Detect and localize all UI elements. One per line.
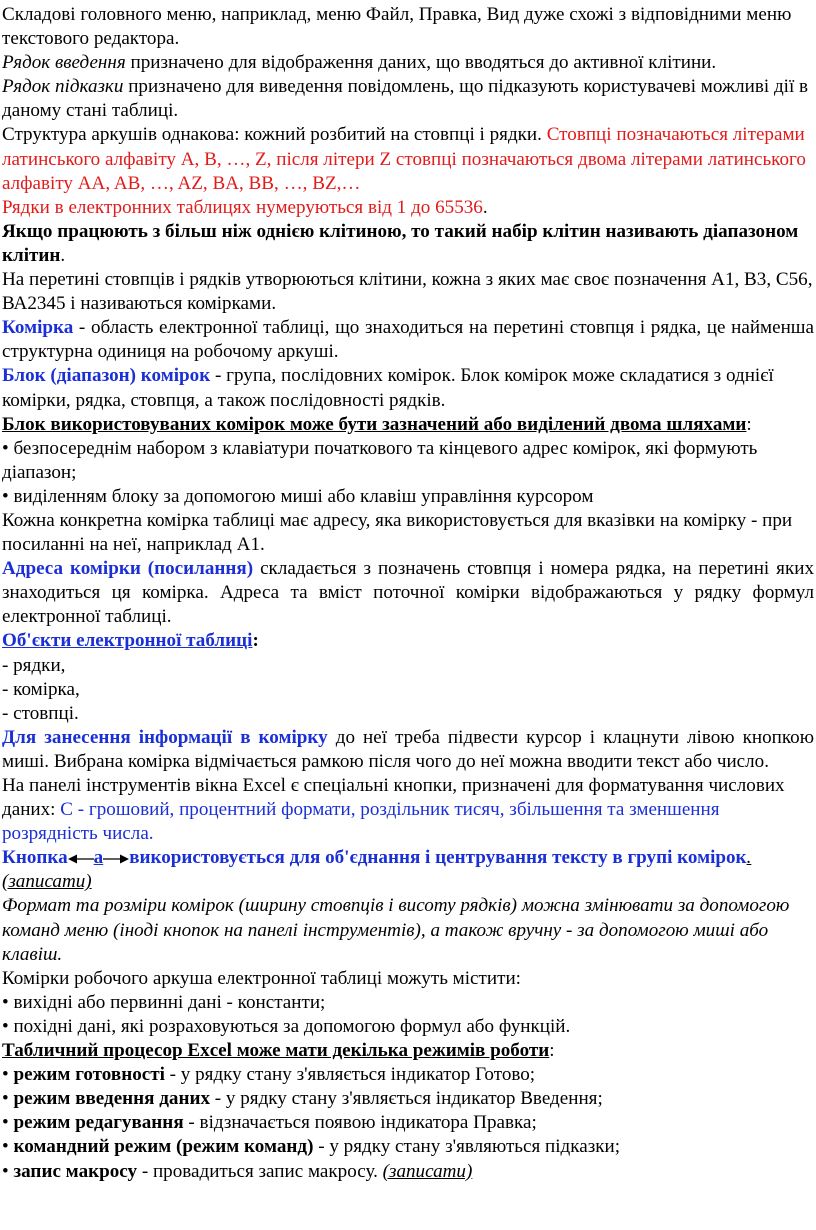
list-item: • похідні дані, які розраховуються за допомогою формул або функцій. [2, 1015, 571, 1037]
list-item: - комірка, [2, 678, 80, 700]
mode-desc: - у рядку стану з'являється індикатор Введення; [210, 1088, 603, 1110]
paragraph-objects-heading [2, 629, 814, 653]
term-input-line: Рядок введення [2, 52, 126, 74]
paragraph-sheet-structure [2, 123, 814, 195]
text-merge-note: .(записати) [2, 847, 752, 893]
list-item [2, 1063, 814, 1087]
text-range-dot: . [60, 244, 66, 266]
list-item [2, 1160, 814, 1184]
paragraph-block-selection [2, 413, 814, 437]
list-item: - рядки, [2, 654, 66, 676]
mode-note: (записати) [382, 1160, 473, 1182]
text-range-bold: Якщо працюють з більш ніж однією клітиною, то такий набір клітин називають діапазоном клітин [2, 220, 799, 266]
text-block-selection-bold: Блок використовуваних комірок може бути зазначений або виділений двома шляхами [2, 413, 747, 435]
paragraph-modes-heading [2, 1039, 814, 1063]
text-address: складається з позначень стовпця і номера рядка, на перетині яких знаходиться ця комірка. Адреса та вміст поточної комірки відображаються у рядку формул електронної таблиці. [2, 558, 814, 628]
mode-name: режим введення даних [13, 1088, 211, 1110]
list-item [2, 1135, 814, 1159]
text-toolbar: На панелі інструментів вікна Excel є спеціальні кнопки, призначені для форматування числових даних: [2, 775, 785, 821]
text-structure: Структура аркушів однакова: кожний розбитий на стовпці і рядки. [2, 124, 547, 146]
bullet: • [2, 1160, 14, 1182]
arrow-right-icon [103, 854, 129, 864]
text-modes-colon: : [549, 1040, 555, 1062]
text-input-line: призначено для відображення даних, що вводяться до активної клітини. [125, 52, 717, 74]
text-hint-line: призначено для виведення повідомлень, що підказують користувачеві можливі дії в даному стані таблиці. [2, 76, 809, 122]
bullet: • [2, 1112, 14, 1134]
bullet: • [2, 1088, 14, 1110]
text-modes-bold: Табличний процесор Excel може мати декілька режимів роботи [2, 1040, 550, 1062]
paragraph-toolbar-buttons [2, 774, 814, 846]
paragraph-rows [2, 196, 814, 220]
paragraph-cell-address: Кожна конкретна комірка таблиці має адресу, яка використовується для вказівки на комірку - при посиланні на неї, наприклад А1. [2, 509, 793, 556]
arrow-left-icon [68, 854, 94, 864]
term-hint-line: Рядок підказки [2, 76, 124, 98]
text-block: - група, послідовних комірок. Блок комірок може складатися з однієї комірки, рядка, стовпця, а також послідовності рядків. [2, 365, 774, 411]
paragraph-range-definition [2, 220, 814, 268]
bullet: • [2, 1064, 14, 1086]
mode-desc: - у рядку стану з'являються підказки; [313, 1136, 621, 1158]
bullet: • [2, 1136, 14, 1158]
paragraph-data-entry [2, 726, 814, 774]
paragraph-cells: На перетині стовпців і рядків утворюються клітини, кожна з яких має своє позначення А1, В3, С56, ВА2345 і називаються комірками. [2, 269, 813, 315]
text-data-entry: до неї треба підвести курсор і клацнути лівою кнопкою миші. Вибрана комірка відмічається рамкою після чого до неї можна вводити текст або число. [2, 726, 814, 772]
text-columns-red: Стовпці позначаються літерами латинського алфавіту A, B, …, Z, після літери Z стовпці позначаються двома літерами латинського алфавіту AA, AB, …, AZ, BA, BB, …, BZ,… [2, 124, 806, 194]
text-rows-dot: . [482, 196, 488, 218]
list-item: • безпосереднім набором з клавіатури початкового та кінцевого адрес комірок, які формують діапазон; [2, 437, 758, 483]
list-item: • виділенням блоку за допомогою миші або клавіш управління курсором [2, 485, 594, 507]
paragraph-address-definition [2, 557, 814, 629]
text-objects-colon: : [252, 630, 259, 652]
text-merge-a: а [93, 847, 104, 869]
paragraph-menu: Складові головного меню, наприклад, меню Файл, Правка, Вид дуже схожі з відповідними меню текстового редактора. [2, 4, 792, 50]
text-toolbar-formats: С - грошовий, процентний формати, роздільник тисяч, збільшення та зменшення розрядність числа. [2, 799, 720, 845]
term-objects: Об'єкти електронної таблиці [2, 630, 253, 652]
text-merge-desc: використовується для об'єднання і центрування тексту в групі комірок [129, 847, 747, 869]
mode-desc: - у рядку стану з'являється індикатор Готово; [164, 1064, 536, 1086]
list-item [2, 1111, 814, 1135]
paragraph-merge-button [2, 846, 814, 894]
text-block-selection-colon: : [746, 413, 752, 435]
list-item: • вихідні або первинні дані - константи; [2, 991, 326, 1013]
list-item: - стовпці. [2, 702, 79, 724]
text-rows-red: Рядки в електронних таблицях нумеруються від 1 до 65536 [2, 196, 483, 218]
paragraph-input-line [2, 51, 814, 75]
paragraph-format-sizes: Формат та розміри комірок (ширину стовпців і висоту рядків) можна змінювати за допомогою команд меню (іноді кнопок на панелі інструментів), а також вручну - за допомогою миші або клавіш. [2, 895, 790, 965]
paragraph-hint-line [2, 75, 814, 123]
text-cell: - область електронної таблиці, що знаходиться на перетині стовпця і рядка, це найменша структурна одиниця на робочому аркуші. [2, 317, 814, 363]
paragraph-block-definition [2, 364, 814, 412]
term-block: Блок (діапазон) комірок [2, 365, 211, 387]
term-address: Адреса комірки (посилання) [2, 558, 254, 580]
mode-name: запис макросу [13, 1160, 138, 1182]
paragraph-cell-definition [2, 316, 814, 364]
list-item [2, 1087, 814, 1111]
paragraph-cell-contents: Комірки робочого аркуша електронної таблиці можуть містити: [2, 967, 521, 989]
text-merge-button: Кнопка [2, 847, 68, 869]
term-data-entry: Для занесення інформації в комірку [2, 726, 328, 748]
mode-name: режим редагування [13, 1112, 184, 1134]
mode-name: командний режим (режим команд) [13, 1136, 314, 1158]
mode-name: режим готовності [13, 1064, 165, 1086]
mode-desc: - відзначається появою індикатора Правка; [183, 1112, 537, 1134]
mode-desc: - провадиться запис макросу. [137, 1160, 383, 1182]
term-cell: Комірка [2, 317, 74, 339]
